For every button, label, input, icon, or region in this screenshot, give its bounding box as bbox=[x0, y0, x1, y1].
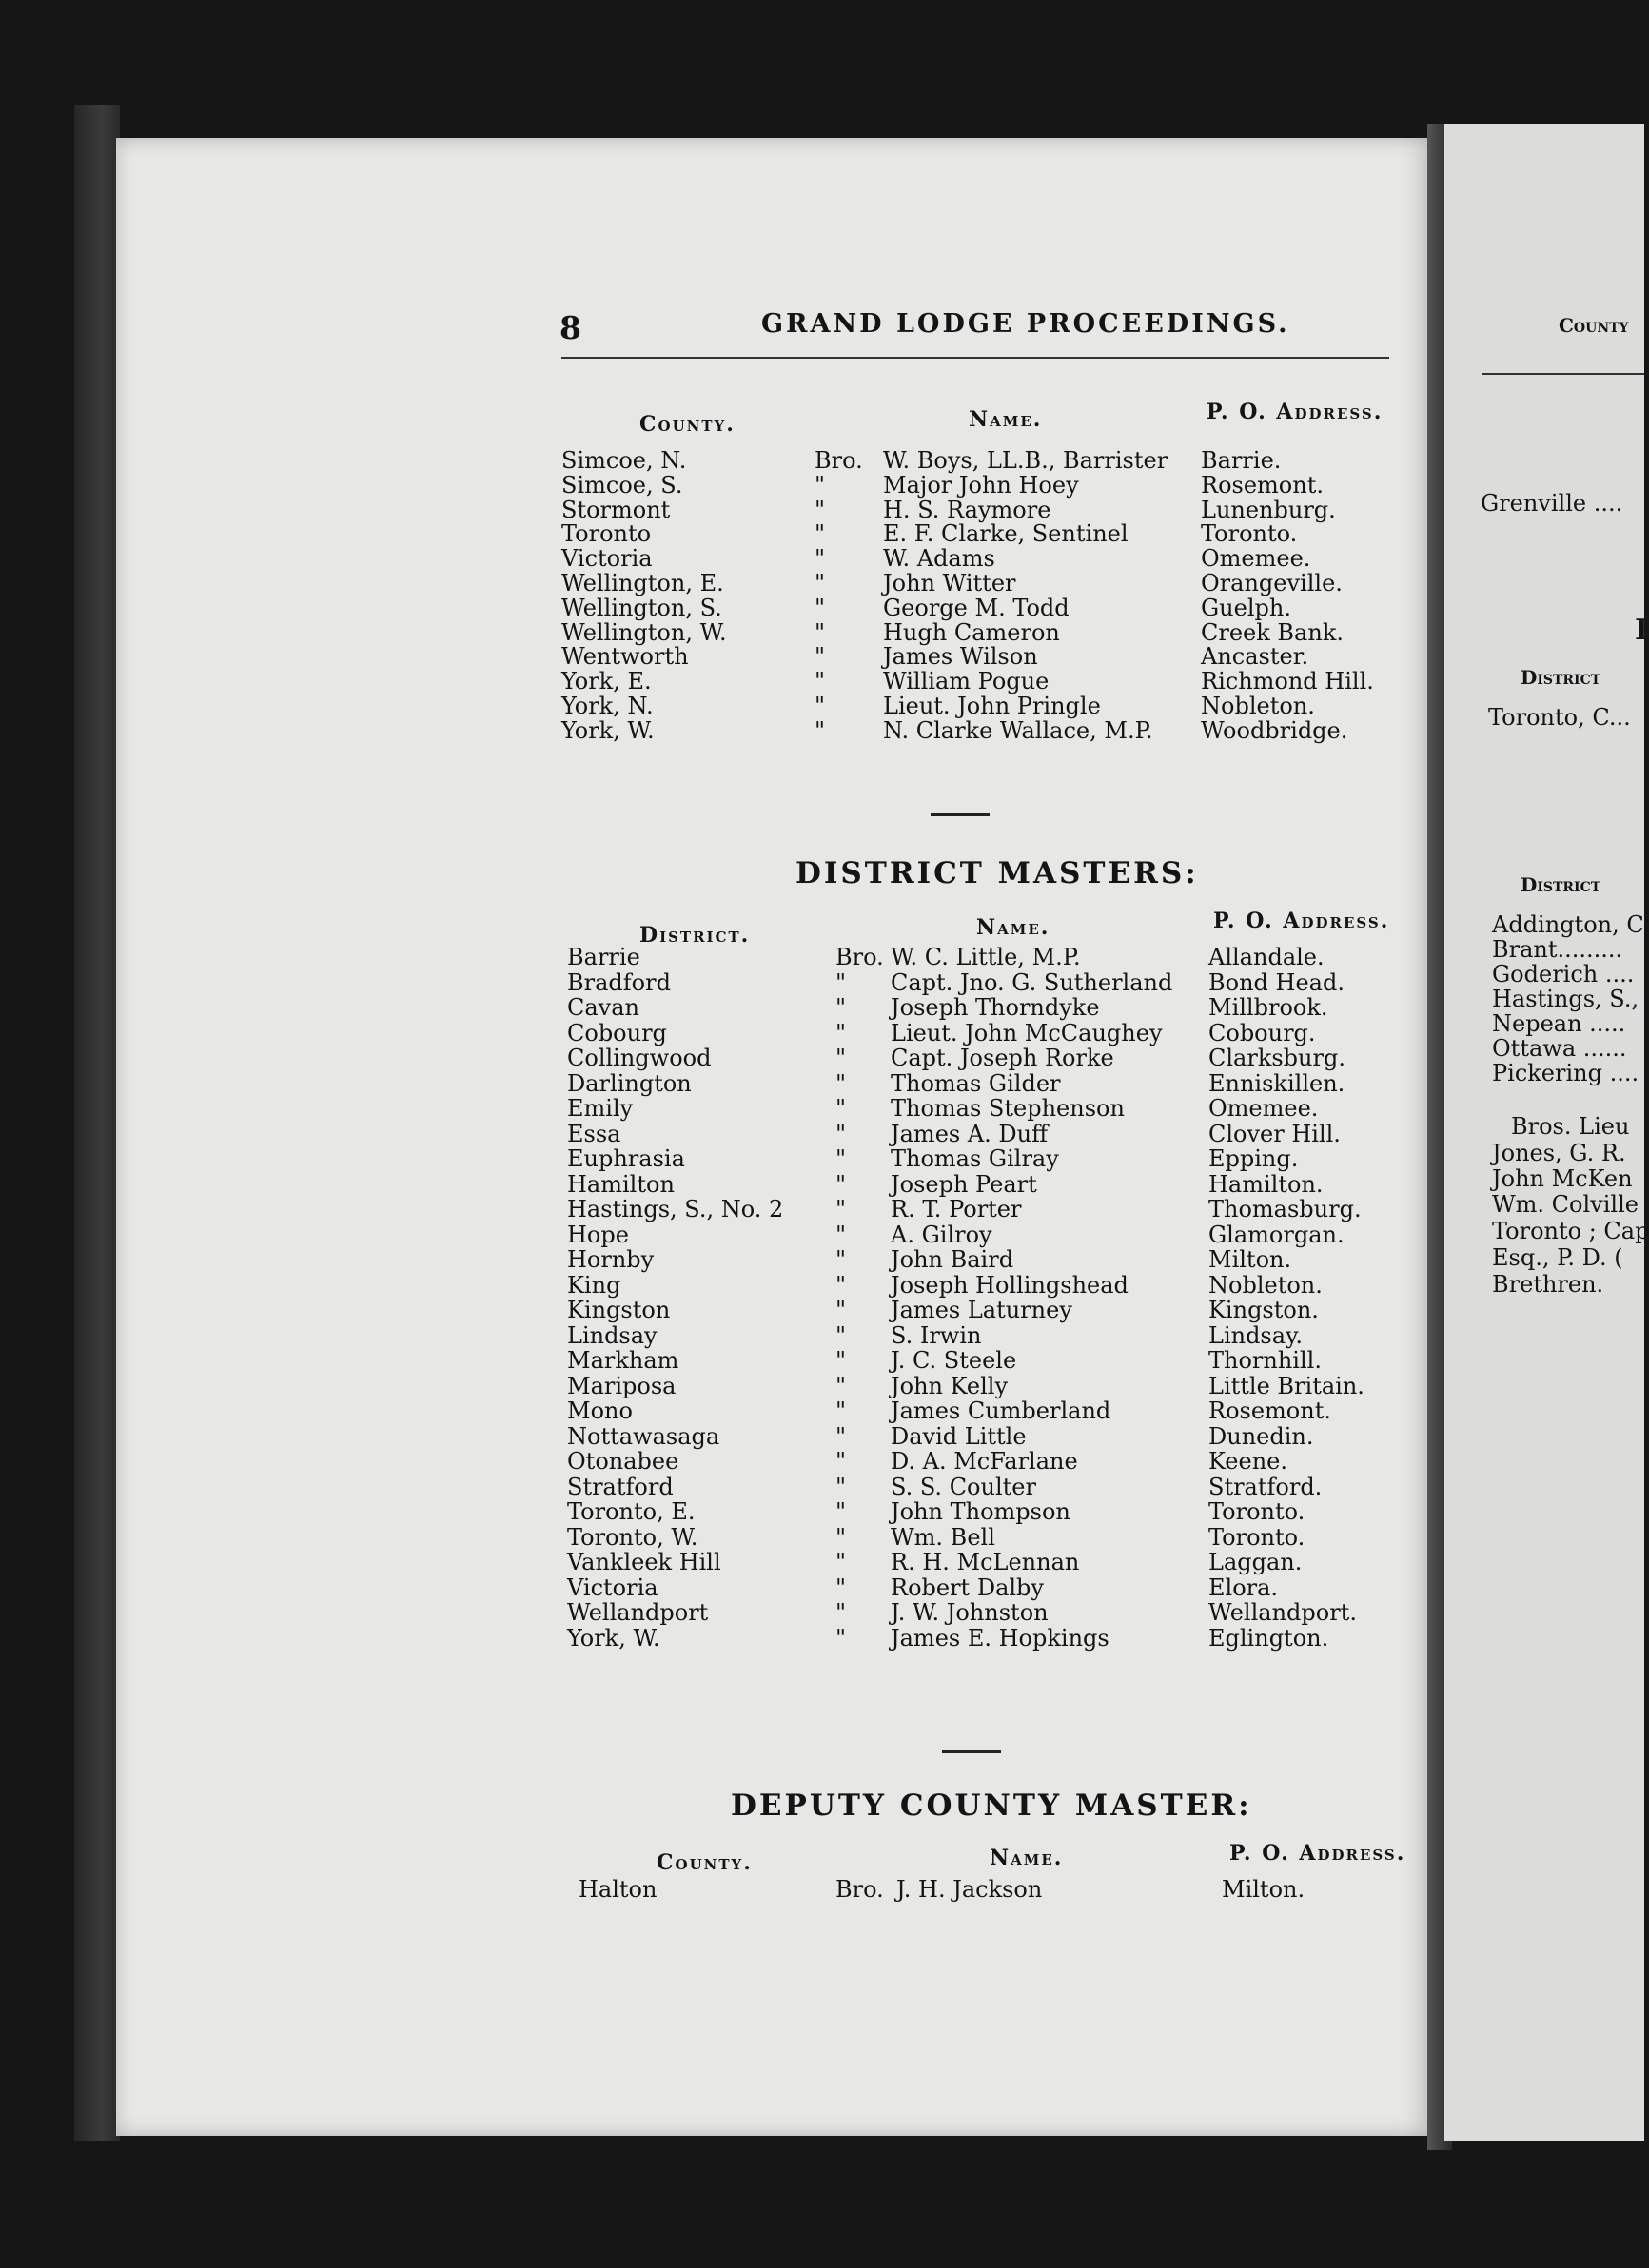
district-name: Barrie bbox=[567, 944, 640, 970]
county-header: County. bbox=[657, 1850, 753, 1875]
facing-page-line: Wm. Colville bbox=[1492, 1191, 1639, 1218]
member-name: John Thompson bbox=[891, 1498, 1070, 1525]
post-office-address: Glamorgan. bbox=[1208, 1221, 1345, 1248]
county-name: Stormont bbox=[561, 496, 671, 523]
list-item bbox=[567, 1347, 1385, 1376]
post-office-address: Toronto. bbox=[1208, 1498, 1305, 1525]
post-office-address: Nobleton. bbox=[1201, 693, 1315, 719]
member-name: N. Clarke Wallace, M.P. bbox=[883, 716, 1153, 744]
bro-mark: " bbox=[835, 1145, 847, 1172]
member-name: H. S. Raymore bbox=[883, 496, 1051, 523]
member-name: Thomas Stephenson bbox=[891, 1095, 1125, 1122]
bro-mark: " bbox=[815, 668, 826, 695]
list-item bbox=[567, 1222, 1385, 1250]
facing-head-rule bbox=[1482, 373, 1644, 375]
post-office-address: Dunedin. bbox=[1208, 1422, 1314, 1450]
post-office-address: Nobleton. bbox=[1208, 1271, 1323, 1299]
list-item bbox=[567, 1423, 1385, 1452]
list-item bbox=[567, 1498, 1385, 1527]
facing-page-line: District bbox=[1521, 666, 1601, 689]
member-name: Joseph Peart bbox=[891, 1170, 1037, 1198]
facing-page-line: John McKen bbox=[1492, 1165, 1633, 1192]
district-name: Hornby bbox=[567, 1246, 655, 1273]
post-office-address: Lindsay. bbox=[1208, 1321, 1304, 1349]
list-item bbox=[567, 1095, 1385, 1124]
section-rule bbox=[942, 1750, 1001, 1753]
member-name: George M. Todd bbox=[883, 594, 1070, 621]
facing-page-line: Grenville .... bbox=[1481, 490, 1623, 517]
member-name: John Kelly bbox=[891, 1372, 1009, 1399]
facing-page-line: County bbox=[1559, 314, 1629, 337]
post-office-address: Richmond Hill. bbox=[1201, 668, 1374, 695]
facing-page-line: Bros. Lieu bbox=[1511, 1113, 1630, 1140]
bro-mark: " bbox=[835, 1120, 847, 1147]
county-name: York, W. bbox=[561, 716, 655, 744]
bro-mark: " bbox=[835, 1196, 847, 1222]
bro-mark: Bro. bbox=[835, 1876, 884, 1903]
post-office-address: Millbrook. bbox=[1208, 994, 1328, 1021]
bro-mark: Bro. bbox=[835, 944, 884, 970]
member-name: William Pogue bbox=[883, 668, 1050, 695]
facing-page-line: Jones, G. R. bbox=[1492, 1140, 1626, 1166]
county-name: Wentworth bbox=[561, 643, 689, 671]
facing-page-line: Pickering .... bbox=[1492, 1060, 1639, 1086]
bro-mark: " bbox=[815, 693, 826, 719]
member-name: E. F. Clarke, Sentinel bbox=[883, 520, 1129, 548]
post-office-address: Enniskillen. bbox=[1208, 1069, 1345, 1097]
facing-page-line: Ottawa ...... bbox=[1492, 1035, 1627, 1062]
member-name: James A. Duff bbox=[891, 1120, 1049, 1147]
bro-mark: " bbox=[835, 1170, 847, 1198]
list-item bbox=[567, 1373, 1385, 1401]
post-office-address: Thomasburg. bbox=[1208, 1196, 1362, 1222]
district-name: Collingwood bbox=[567, 1045, 712, 1071]
district-name: Essa bbox=[567, 1120, 621, 1147]
list-item bbox=[567, 969, 1385, 998]
district-name: York, W. bbox=[567, 1624, 660, 1652]
member-name: Robert Dalby bbox=[891, 1574, 1044, 1601]
member-name: W. Boys, LL.B., Barrister bbox=[883, 447, 1168, 474]
member-name: James Wilson bbox=[883, 643, 1038, 671]
facing-page-line: I bbox=[1635, 614, 1649, 647]
bro-mark: " bbox=[835, 1246, 847, 1273]
post-office-address: Lunenburg. bbox=[1201, 496, 1336, 523]
member-name: W. C. Little, M.P. bbox=[891, 944, 1081, 970]
post-office-address: Bond Head. bbox=[1208, 968, 1345, 996]
district-name: Kingston bbox=[567, 1297, 671, 1323]
list-item bbox=[567, 1524, 1385, 1553]
post-office-address: Orangeville. bbox=[1201, 570, 1343, 596]
member-name: J. W. Johnston bbox=[891, 1599, 1049, 1626]
facing-page bbox=[1444, 124, 1649, 2141]
list-item bbox=[567, 1070, 1385, 1099]
facing-page-line: Goderich .... bbox=[1492, 961, 1635, 987]
post-office-address: Clover Hill. bbox=[1208, 1120, 1341, 1147]
bro-mark: " bbox=[835, 1372, 847, 1399]
post-office-address: Milton. bbox=[1208, 1246, 1292, 1273]
list-item bbox=[567, 1625, 1385, 1653]
member-name: A. Gilroy bbox=[891, 1221, 992, 1248]
member-name: J. H. Jackson bbox=[896, 1876, 1043, 1903]
head-rule bbox=[561, 357, 1389, 359]
county-name: Victoria bbox=[561, 545, 653, 573]
district-masters-title: DISTRICT MASTERS: bbox=[795, 856, 1199, 890]
address-header: P. O. Address. bbox=[1207, 400, 1384, 424]
county-name: Toronto bbox=[561, 520, 652, 548]
district-name: Stratford bbox=[567, 1473, 674, 1500]
post-office-address: Guelph. bbox=[1201, 594, 1291, 621]
district-name: Vankleek Hill bbox=[567, 1549, 721, 1575]
bro-mark: " bbox=[835, 994, 847, 1021]
list-item bbox=[567, 1272, 1385, 1300]
facing-page-line: Brant......... bbox=[1492, 936, 1623, 963]
list-item bbox=[567, 1020, 1385, 1048]
bro-mark: " bbox=[815, 716, 826, 744]
post-office-address: Thornhill. bbox=[1208, 1347, 1322, 1374]
facing-page-line: Toronto, C... bbox=[1488, 704, 1631, 731]
member-name: James Cumberland bbox=[891, 1398, 1111, 1424]
county-name: Simcoe, S. bbox=[561, 471, 683, 499]
post-office-address: Creek Bank. bbox=[1201, 618, 1344, 646]
bro-mark: " bbox=[815, 471, 826, 499]
list-item bbox=[567, 1474, 1385, 1502]
district-name: Hamilton bbox=[567, 1170, 675, 1198]
list-item bbox=[567, 1145, 1385, 1174]
bro-mark: " bbox=[835, 1271, 847, 1299]
county-name: York, N. bbox=[561, 693, 654, 719]
bro-mark: " bbox=[835, 1398, 847, 1424]
post-office-address: Little Britain. bbox=[1208, 1372, 1364, 1399]
member-name: John Witter bbox=[883, 570, 1016, 596]
district-name: Mariposa bbox=[567, 1372, 677, 1399]
running-head: GRAND LODGE PROCEEDINGS. bbox=[761, 309, 1290, 339]
bro-mark: " bbox=[815, 520, 826, 548]
bro-mark: " bbox=[835, 1473, 847, 1500]
facing-page-line: Nepean ..... bbox=[1492, 1010, 1626, 1037]
member-name: R. T. Porter bbox=[891, 1196, 1022, 1222]
list-item bbox=[567, 1045, 1385, 1073]
post-office-address: Laggan. bbox=[1208, 1549, 1303, 1575]
bro-mark: " bbox=[835, 1574, 847, 1601]
list-item bbox=[567, 1322, 1385, 1351]
list-item bbox=[567, 1574, 1385, 1603]
district-name: Cavan bbox=[567, 994, 639, 1021]
bro-mark: " bbox=[835, 1523, 847, 1551]
list-item bbox=[567, 944, 1385, 972]
name-header: Name. bbox=[990, 1846, 1064, 1870]
bro-mark: " bbox=[815, 594, 826, 621]
post-office-address: Elora. bbox=[1208, 1574, 1279, 1601]
district-name: Lindsay bbox=[567, 1321, 658, 1349]
bro-mark: " bbox=[815, 643, 826, 671]
bro-mark: " bbox=[835, 1321, 847, 1349]
post-office-address: Clarksburg. bbox=[1208, 1045, 1345, 1071]
district-name: Hastings, S., No. 2 bbox=[567, 1196, 784, 1222]
member-name: Wm. Bell bbox=[891, 1523, 995, 1551]
district-name: Darlington bbox=[567, 1069, 692, 1097]
bro-mark: " bbox=[835, 1221, 847, 1248]
page-number: 8 bbox=[559, 309, 581, 346]
county-header: County. bbox=[639, 412, 736, 437]
facing-page-line: Addington, C bbox=[1492, 911, 1644, 938]
address-header: P. O. Address. bbox=[1213, 909, 1390, 933]
facing-page-line: Brethren. bbox=[1492, 1271, 1604, 1298]
county-name: Wellington, E. bbox=[561, 570, 724, 596]
district-name: Victoria bbox=[567, 1574, 658, 1601]
county-name: Simcoe, N. bbox=[561, 447, 687, 474]
bro-mark: " bbox=[835, 1297, 847, 1323]
post-office-address: Ancaster. bbox=[1201, 643, 1309, 671]
bro-mark: " bbox=[835, 1347, 847, 1374]
list-item bbox=[567, 1549, 1385, 1577]
facing-page-line: Esq., P. D. ( bbox=[1492, 1244, 1623, 1271]
member-name: Lieut. John Pringle bbox=[883, 693, 1101, 719]
county-name: Wellington, W. bbox=[561, 618, 727, 646]
bro-mark: " bbox=[835, 1549, 847, 1575]
list-item bbox=[567, 1171, 1385, 1200]
list-item bbox=[567, 1297, 1385, 1325]
post-office-address: Milton. bbox=[1222, 1876, 1305, 1903]
list-item bbox=[567, 1448, 1385, 1476]
post-office-address: Hamilton. bbox=[1208, 1170, 1324, 1198]
member-name: S. Irwin bbox=[891, 1321, 982, 1349]
name-header: Name. bbox=[976, 915, 1050, 940]
bro-mark: " bbox=[835, 1498, 847, 1525]
book-binding-edge bbox=[74, 105, 120, 2141]
member-name: W. Adams bbox=[883, 545, 995, 573]
district-name: Euphrasia bbox=[567, 1145, 685, 1172]
member-name: Major John Hoey bbox=[883, 471, 1079, 499]
district-name: Cobourg bbox=[567, 1019, 667, 1046]
list-item bbox=[567, 1599, 1385, 1628]
district-name: Toronto, W. bbox=[567, 1523, 698, 1551]
post-office-address: Barrie. bbox=[1201, 447, 1282, 474]
post-office-address: Omemee. bbox=[1201, 545, 1311, 573]
post-office-address: Cobourg. bbox=[1208, 1019, 1316, 1046]
member-name: Capt. Jno. G. Sutherland bbox=[891, 968, 1173, 996]
list-item bbox=[579, 1876, 1416, 1905]
member-name: S. S. Coulter bbox=[891, 1473, 1036, 1500]
member-name: Joseph Hollingshead bbox=[891, 1271, 1129, 1299]
district-name: Wellandport bbox=[567, 1599, 709, 1626]
member-name: Hugh Cameron bbox=[883, 618, 1060, 646]
member-name: Thomas Gilray bbox=[891, 1145, 1059, 1172]
bro-mark: " bbox=[835, 1095, 847, 1122]
bro-mark: " bbox=[835, 1045, 847, 1071]
bro-mark: " bbox=[835, 968, 847, 996]
bro-mark: " bbox=[835, 1019, 847, 1046]
member-name: John Baird bbox=[891, 1246, 1014, 1273]
post-office-address: Epping. bbox=[1208, 1145, 1299, 1172]
list-item bbox=[567, 994, 1385, 1023]
deputy-county-master-title: DEPUTY COUNTY MASTER: bbox=[731, 1789, 1252, 1823]
post-office-address: Rosemont. bbox=[1201, 471, 1324, 499]
name-header: Name. bbox=[969, 407, 1043, 432]
member-name: James E. Hopkings bbox=[891, 1624, 1109, 1652]
district-name: Emily bbox=[567, 1095, 634, 1122]
district-name: Otonabee bbox=[567, 1448, 679, 1475]
post-office-address: Keene. bbox=[1208, 1448, 1287, 1475]
facing-page-line: District bbox=[1521, 873, 1601, 896]
member-name: Thomas Gilder bbox=[891, 1069, 1061, 1097]
list-item bbox=[567, 1246, 1385, 1275]
bro-mark: " bbox=[835, 1069, 847, 1097]
district-name: Nottawasaga bbox=[567, 1422, 720, 1450]
list-item bbox=[567, 1121, 1385, 1149]
district-name: Bradford bbox=[567, 968, 671, 996]
facing-page-line: Hastings, S., bbox=[1492, 986, 1639, 1012]
address-header: P. O. Address. bbox=[1229, 1841, 1406, 1866]
post-office-address: Omemee. bbox=[1208, 1095, 1319, 1122]
district-name: Toronto, E. bbox=[567, 1498, 696, 1525]
list-item bbox=[567, 1196, 1385, 1224]
bro-mark: Bro. bbox=[815, 447, 863, 474]
bro-mark: " bbox=[835, 1448, 847, 1475]
member-name: Capt. Joseph Rorke bbox=[891, 1045, 1114, 1071]
bro-mark: " bbox=[815, 618, 826, 646]
county-name: York, E. bbox=[561, 668, 652, 695]
post-office-address: Woodbridge. bbox=[1201, 716, 1348, 744]
list-item bbox=[561, 717, 1389, 746]
district-name: King bbox=[567, 1271, 621, 1299]
list-item bbox=[567, 1398, 1385, 1426]
post-office-address: Kingston. bbox=[1208, 1297, 1319, 1323]
member-name: D. A. McFarlane bbox=[891, 1448, 1078, 1475]
district-name: Mono bbox=[567, 1398, 633, 1424]
bro-mark: " bbox=[835, 1624, 847, 1652]
member-name: James Laturney bbox=[891, 1297, 1072, 1323]
member-name: Lieut. John McCaughey bbox=[891, 1019, 1163, 1046]
county-name: Wellington, S. bbox=[561, 594, 722, 621]
facing-page-line: Toronto ; Cap bbox=[1492, 1218, 1649, 1244]
member-name: R. H. McLennan bbox=[891, 1549, 1080, 1575]
member-name: Joseph Thorndyke bbox=[891, 994, 1100, 1021]
section-rule bbox=[931, 813, 990, 816]
post-office-address: Rosemont. bbox=[1208, 1398, 1331, 1424]
district-header: District. bbox=[639, 923, 751, 948]
post-office-address: Allandale. bbox=[1208, 944, 1325, 970]
bro-mark: " bbox=[835, 1422, 847, 1450]
member-name: J. C. Steele bbox=[891, 1347, 1017, 1374]
bro-mark: " bbox=[815, 545, 826, 573]
member-name: David Little bbox=[891, 1422, 1027, 1450]
bro-mark: " bbox=[815, 570, 826, 596]
post-office-address: Stratford. bbox=[1208, 1473, 1323, 1500]
post-office-address: Toronto. bbox=[1201, 520, 1298, 548]
bro-mark: " bbox=[835, 1599, 847, 1626]
county-name: Halton bbox=[579, 1876, 658, 1903]
district-name: Hope bbox=[567, 1221, 629, 1248]
post-office-address: Eglington. bbox=[1208, 1624, 1329, 1652]
post-office-address: Toronto. bbox=[1208, 1523, 1305, 1551]
post-office-address: Wellandport. bbox=[1208, 1599, 1357, 1626]
bro-mark: " bbox=[815, 496, 826, 523]
district-name: Markham bbox=[567, 1347, 679, 1374]
